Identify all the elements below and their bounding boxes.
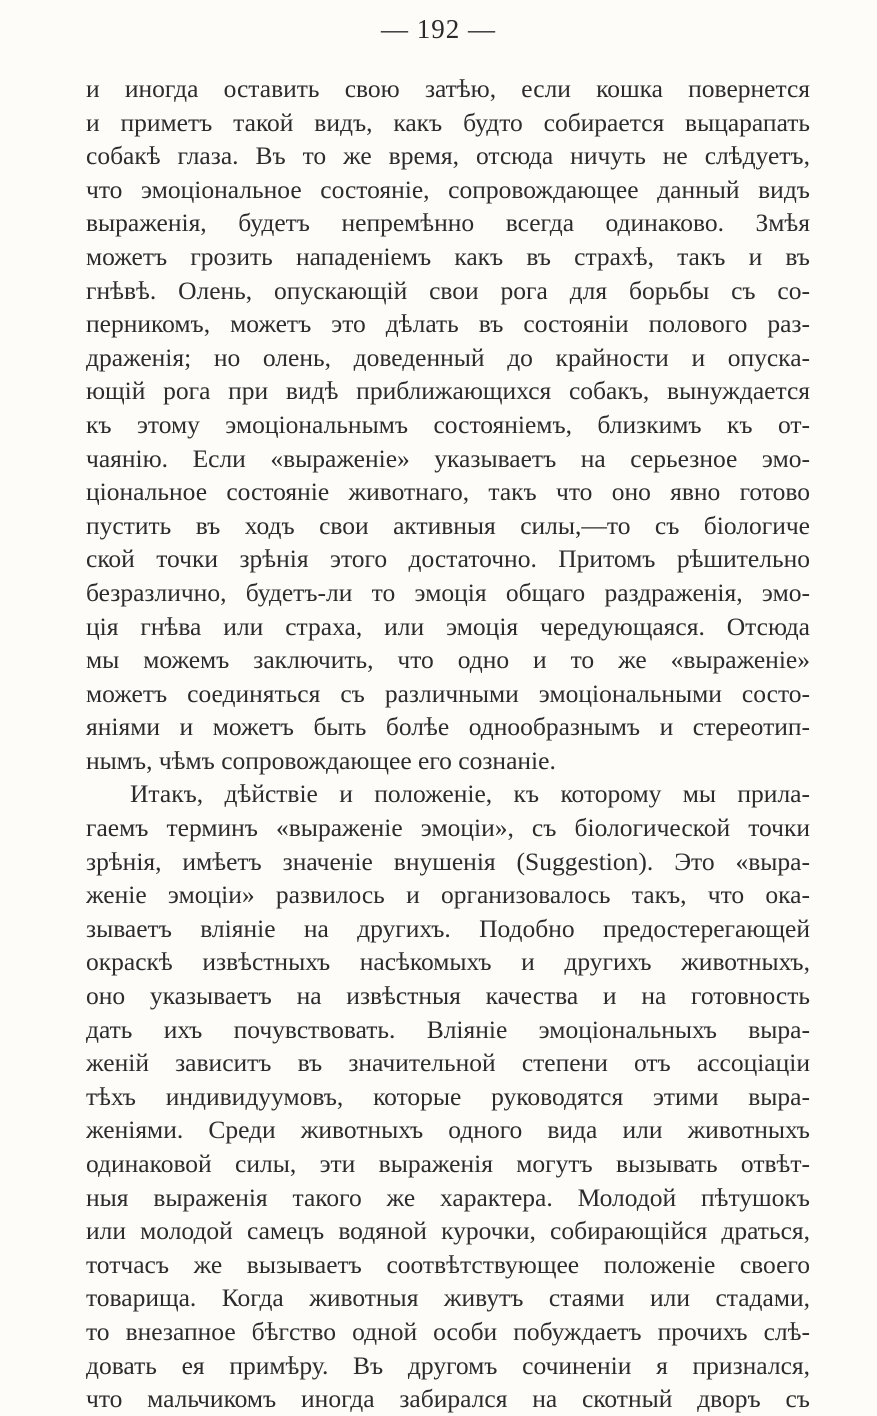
text-line: перникомъ, можетъ это дѣлать въ состояніи полового раз- — [86, 309, 810, 339]
text-line: пустить въ ходъ свои активныя силы,—то съ біологиче — [86, 510, 810, 540]
text-line: можетъ грозить нападеніемъ какъ въ страхѣ, такъ и въ — [86, 241, 810, 271]
text-line: довать ея примѣру. Въ другомъ сочиненіи я признался, — [86, 1350, 810, 1380]
text-line: то внезапное бѣгство одной особи побуждаетъ прочихъ слѣ- — [86, 1316, 810, 1346]
page-number: — 192 — — [381, 14, 496, 44]
text-line: тотчасъ же вызываетъ соотвѣтствующее положеніе своего — [86, 1249, 810, 1279]
text-line: и иногда оставить свою затѣю, если кошка повернется — [86, 74, 810, 103]
text-line: зываетъ вліяніе на другихъ. Подобно предостерегающей — [86, 913, 810, 943]
text-line: товарища. Когда животныя живутъ стаями или стадами, — [86, 1283, 810, 1313]
text-line: драженія; но олень, доведенный до крайности и опуска- — [86, 342, 810, 372]
text-line: мы можемъ заключить, что одно и то же «выраженіе» — [86, 645, 810, 675]
text-line: ныя выраженія такого же характера. Молодой пѣтушокъ — [86, 1182, 810, 1212]
text-line: гаемъ терминъ «выраженіе эмоціи», съ біологической точки — [86, 813, 810, 843]
text-line: что мальчикомъ иногда забирался на скотный дворъ съ — [86, 1384, 810, 1414]
text-line: женій зависитъ въ значительной степени отъ ассоціаціи — [86, 1048, 810, 1078]
text-line: ющій рога при видѣ приближающихся собакъ, вынуждается — [86, 376, 810, 406]
paragraph-start-line: Итакъ, дѣйствіе и положеніе, къ которому мы прила- — [130, 779, 810, 809]
text-line: гнѣвѣ. Олень, опускающій свои рога для борьбы съ со- — [86, 275, 810, 305]
text-line: или молодой самецъ водяной курочки, собирающійся драться, — [86, 1216, 810, 1246]
text-line: зрѣнія, имѣетъ значеніе внушенія (Suggestion). Это «выра- — [86, 846, 810, 876]
text-line: яніями и можетъ быть болѣе однообразнымъ и стереотип- — [86, 712, 810, 742]
text-line: дать ихъ почувствовать. Вліяніе эмоціональныхъ выра- — [86, 1014, 810, 1044]
text-line: ской точки зрѣнія этого достаточно. Притомъ рѣшительно — [86, 544, 810, 574]
text-line: можетъ соединяться съ различными эмоціональными состо- — [86, 678, 810, 708]
text-line: и приметъ такой видъ, какъ будто собирается выцарапать — [86, 107, 810, 137]
text-line: чаянію. Если «выраженіе» указываетъ на серьезное эмо- — [86, 443, 810, 473]
text-line: тѣхъ индивидуумовъ, которые руководятся этими выра- — [86, 1081, 810, 1111]
text-line: безразлично, будетъ-ли то эмоція общаго раздраженія, эмо- — [86, 577, 810, 607]
text-line: одинаковой силы, эти выраженія могутъ вызывать отвѣт- — [86, 1149, 810, 1178]
text-line: ціональное состояніе животнаго, такъ что оно явно готово — [86, 477, 810, 507]
text-line: женіе эмоціи» развилось и организовалось такъ, что ока- — [86, 880, 810, 910]
text-line: что эмоціональное состояніе, сопровождающее данный видъ — [86, 174, 810, 204]
text-line: собакѣ глаза. Въ то же время, отсюда ничуть не слѣдуетъ, — [86, 141, 810, 171]
text-line: выраженія, будетъ непремѣнно всегда одинаково. Змѣя — [86, 208, 810, 238]
body-text — [86, 72, 810, 1416]
text-line: окраскѣ извѣстныхъ насѣкомыхъ и другихъ животныхъ, — [86, 947, 810, 977]
text-line: къ этому эмоціональнымъ состояніемъ, близкимъ къ от- — [86, 409, 810, 439]
text-line: ція гнѣва или страха, или эмоція чередующаяся. Отсюда — [86, 611, 810, 641]
text-line: оно указываетъ на извѣстныя качества и на готовность — [86, 981, 810, 1011]
text-line: женіями. Среди животныхъ одного вида или животныхъ — [86, 1115, 810, 1145]
paragraph-end-line: нымъ, чѣмъ сопровождающее его сознаніе. — [86, 745, 556, 775]
